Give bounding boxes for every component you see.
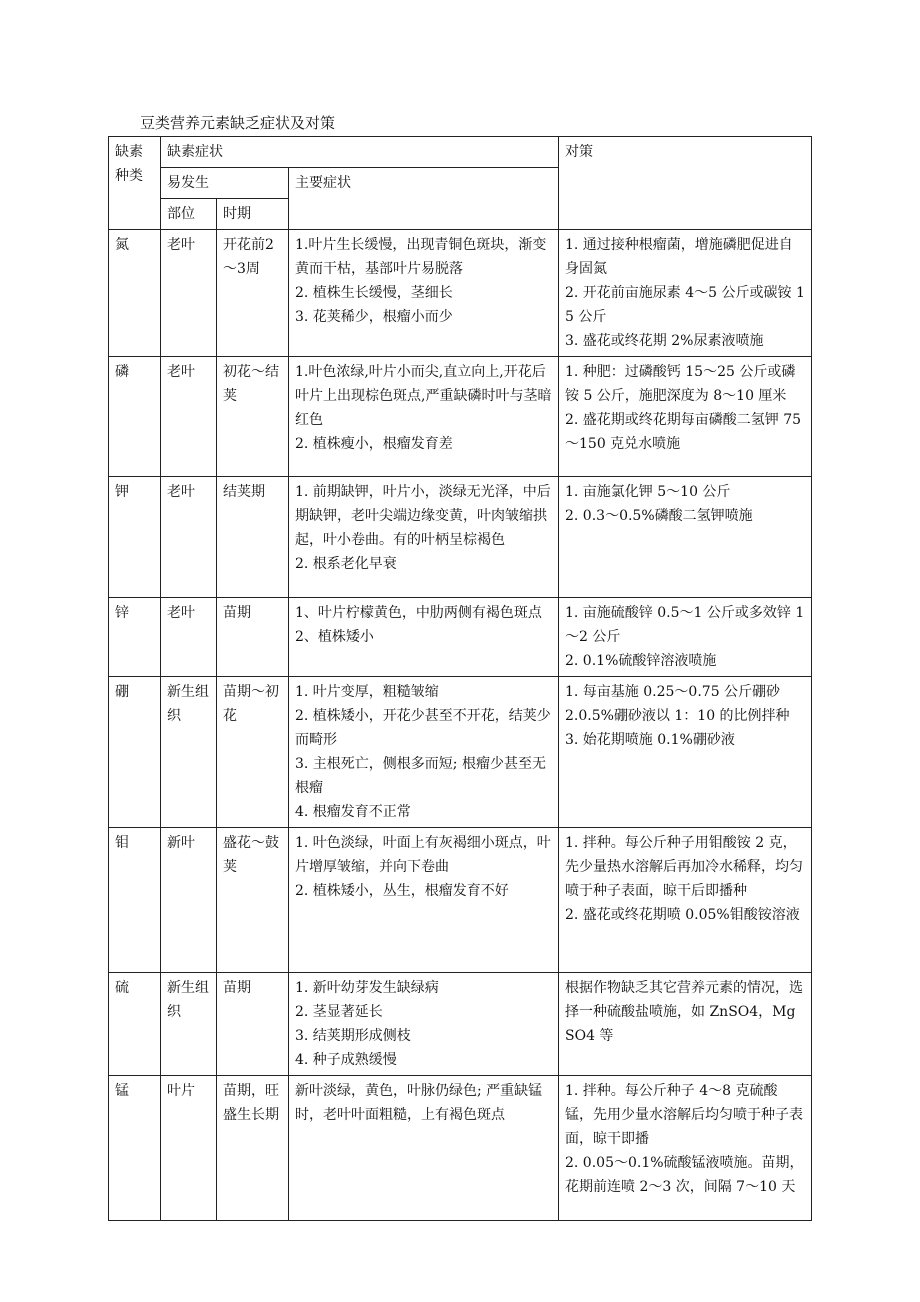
symptom-line: 1. 新叶幼芽发生缺绿病 [295, 980, 439, 996]
measures-cell [559, 598, 812, 677]
table-row-nitrogen [109, 230, 812, 357]
symptom-line: 2. 植株瘦小，根瘤发育差 [295, 436, 453, 452]
measure-line: 2.0.5%硼砂液以 1：10 的比例拌种 [565, 708, 790, 724]
period-cell: 苗期，旺盛生长期 [217, 1076, 289, 1221]
measure-line: 1. 种肥：过磷酸钙 15～25 公斤或磷铵 5 公斤，施肥深度为 8～10 厘米 [565, 364, 796, 404]
symptoms-cell [289, 828, 559, 973]
part-cell: 新生组织 [161, 973, 217, 1076]
measure-line: 根据作物缺乏其它营养元素的情况，选择一种硫酸盐喷施，如 ZnSO4，MgSO4 等 [565, 980, 803, 1044]
period-cell: 盛花～鼓荚 [217, 828, 289, 973]
measure-line: 2. 盛花或终花期喷 0.05%钼酸铵溶液 [565, 907, 800, 923]
period-cell: 苗期 [217, 973, 289, 1076]
symptom-line: 2. 根系老化早衰 [295, 556, 397, 572]
symptoms-cell [289, 1076, 559, 1221]
measure-line: 1. 每亩基施 0.25～0.75 公斤硼砂 [565, 684, 781, 700]
symptom-line: 1、叶片柠檬黄色，中肋两侧有褐色斑点 [295, 605, 542, 621]
header-part: 部位 [161, 199, 217, 230]
element-cell: 硫 [109, 973, 161, 1076]
measures-cell [559, 357, 812, 477]
part-cell: 老叶 [161, 598, 217, 677]
symptom-line: 3. 结荚期形成侧枝 [295, 1028, 411, 1044]
element-cell: 氮 [109, 230, 161, 357]
header-countermeasures: 对策 [559, 137, 812, 230]
header-deficiency-symptoms: 缺素症状 [161, 137, 559, 168]
symptom-line: 新叶淡绿，黄色，叶脉仍绿色; 严重缺锰时，老叶叶面粗糙，上有褐色斑点 [295, 1083, 543, 1123]
element-cell: 锌 [109, 598, 161, 677]
header-susceptible: 易发生 [161, 168, 289, 199]
period-cell: 初花～结荚 [217, 357, 289, 477]
measure-line: 2. 盛花期或终花期每亩磷酸二氢钾 75～150 克兑水喷施 [565, 412, 802, 452]
symptom-line: 1. 前期缺钾，叶片小，淡绿无光泽，中后期缺钾，老叶尖端边缘变黄，叶肉皱缩拱起，叶小卷曲。有的叶柄呈棕褐色 [295, 484, 551, 548]
measures-cell [559, 230, 812, 357]
symptom-line: 1.叶片生长缓慢，出现青铜色斑块，渐变黄而干枯，基部叶片易脱落 [295, 237, 547, 277]
measures-cell [559, 1076, 812, 1221]
symptom-line: 2. 植株矮小，开花少甚至不开花，结荚少而畸形 [295, 708, 551, 748]
period-cell: 开花前2～3周 [217, 230, 289, 357]
symptoms-cell [289, 357, 559, 477]
element-cell: 锰 [109, 1076, 161, 1221]
table-row-molybdenum [109, 828, 812, 973]
measure-line: 1. 拌种。每公斤种子用钼酸铵 2 克，先少量热水溶解后再加冷水稀释，均匀喷于种子表面，晾干后即播种 [565, 835, 803, 899]
page-title: 豆类营养元素缺乏症状及对策 [140, 114, 336, 132]
symptom-line: 3. 主根死亡，侧根多而短; 根瘤少甚至无根瘤 [295, 756, 546, 796]
table-row-phosphorus [109, 357, 812, 477]
measure-line: 2. 开花前亩施尿素 4～5 公斤或碳铵 15 公斤 [565, 285, 805, 325]
symptoms-cell [289, 230, 559, 357]
measures-cell [559, 477, 812, 598]
measure-line: 2. 0.1%硫酸锌溶液喷施 [565, 653, 717, 669]
measure-line: 3. 盛花或终花期 2%尿素液喷施 [565, 333, 764, 349]
header-period: 时期 [217, 199, 289, 230]
period-cell: 苗期～初花 [217, 677, 289, 828]
measure-line: 2. 0.3～0.5%磷酸二氢钾喷施 [565, 508, 753, 524]
header-main-symptoms: 主要症状 [289, 168, 559, 230]
element-cell: 钼 [109, 828, 161, 973]
symptom-line: 4. 根瘤发育不正常 [295, 804, 411, 820]
symptom-line: 1.叶色浓绿,叶片小而尖,直立向上,开花后叶片上出现棕色斑点,严重缺磷时叶与茎暗红色 [295, 364, 552, 428]
table-row-zinc [109, 598, 812, 677]
table-row-sulfur [109, 973, 812, 1076]
table-row-manganese [109, 1076, 812, 1221]
part-cell: 老叶 [161, 357, 217, 477]
symptoms-cell [289, 598, 559, 677]
part-cell: 叶片 [161, 1076, 217, 1221]
deficiency-table [108, 136, 812, 1221]
header-element-type: 缺素种类 [109, 137, 161, 230]
measure-line: 1. 拌种。每公斤种子 4～8 克硫酸锰，先用少量水溶解后均匀喷于种子表面，晾干即播 [565, 1083, 803, 1147]
measure-line: 1. 亩施硫酸锌 0.5～1 公斤或多效锌 1～2 公斤 [565, 605, 805, 645]
measures-cell [559, 828, 812, 973]
symptom-line: 3. 花荚稀少，根瘤小而少 [295, 309, 453, 325]
symptom-line: 4. 种子成熟缓慢 [295, 1052, 397, 1068]
measures-cell [559, 677, 812, 828]
part-cell: 新生组织 [161, 677, 217, 828]
measure-line: 1. 亩施氯化钾 5～10 公斤 [565, 484, 731, 500]
measures-cell [559, 973, 812, 1076]
measure-line: 1. 通过接种根瘤菌，增施磷肥促进自身固氮 [565, 237, 793, 277]
table-row-potassium [109, 477, 812, 598]
part-cell: 老叶 [161, 230, 217, 357]
measure-line: 2. 0.05～0.1%硫酸锰液喷施。苗期，花期前连喷 2～3 次，间隔 7～10 天 [565, 1155, 804, 1195]
element-cell: 钾 [109, 477, 161, 598]
symptom-line: 1. 叶片变厚，粗糙皱缩 [295, 684, 439, 700]
symptoms-cell [289, 973, 559, 1076]
symptoms-cell [289, 677, 559, 828]
symptoms-cell [289, 477, 559, 598]
symptom-line: 2. 植株生长缓慢，茎细长 [295, 285, 453, 301]
symptom-line: 1. 叶色淡绿，叶面上有灰褐细小斑点，叶片增厚皱缩，并向下卷曲 [295, 835, 551, 875]
period-cell: 苗期 [217, 598, 289, 677]
table-row-boron [109, 677, 812, 828]
header-row-1 [109, 137, 812, 168]
period-cell: 结荚期 [217, 477, 289, 598]
measure-line: 3. 始花期喷施 0.1%硼砂液 [565, 732, 735, 748]
symptom-line: 2. 植株矮小，丛生，根瘤发育不好 [295, 883, 509, 899]
part-cell: 新叶 [161, 828, 217, 973]
symptom-line: 2. 茎显著延长 [295, 1004, 383, 1020]
symptom-line: 2、植株矮小 [295, 629, 374, 645]
element-cell: 硼 [109, 677, 161, 828]
part-cell: 老叶 [161, 477, 217, 598]
element-cell: 磷 [109, 357, 161, 477]
